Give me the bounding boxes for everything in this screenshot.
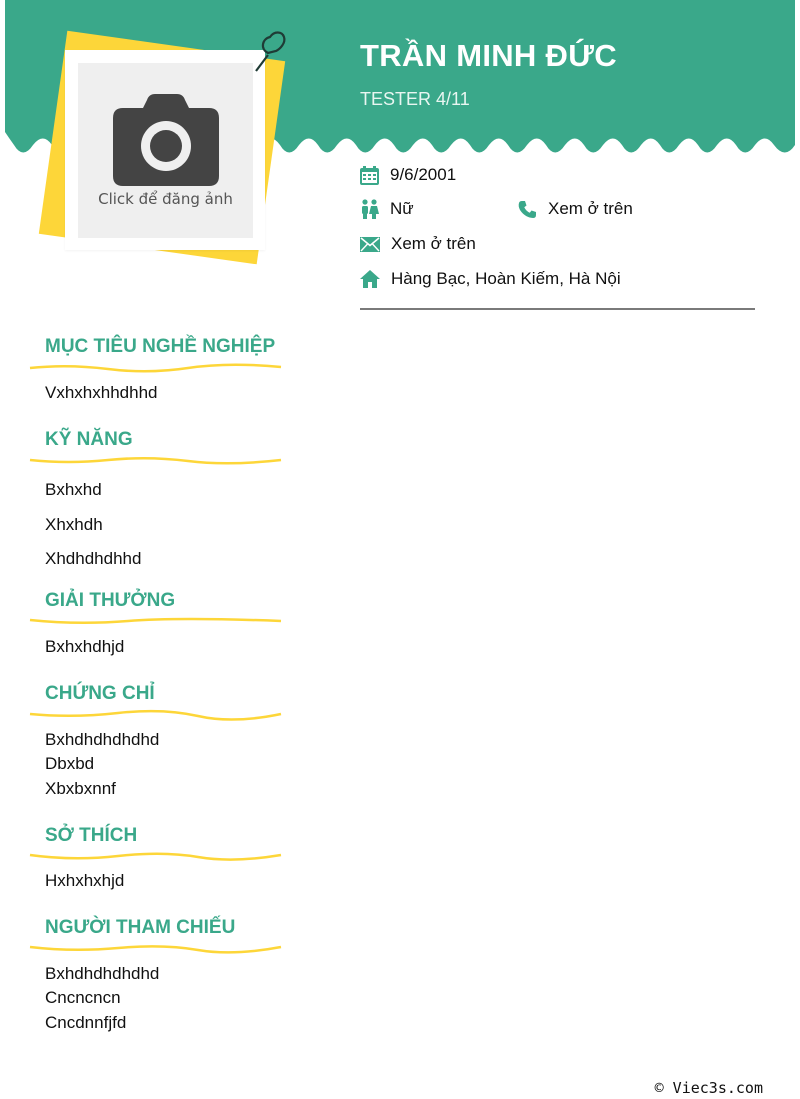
phone-row bbox=[518, 199, 633, 219]
gender-value: Nữ bbox=[390, 199, 414, 218]
reference-item: Cncdnnfjfd bbox=[45, 1013, 127, 1032]
hobbies-title: SỞ THÍCH bbox=[45, 825, 138, 846]
section-underline bbox=[28, 851, 283, 863]
phone-icon bbox=[518, 200, 537, 219]
calendar-icon bbox=[360, 166, 379, 185]
hobby-item: Hxhxhxhjd bbox=[45, 871, 125, 890]
section-underline bbox=[28, 943, 283, 955]
photo-caption: Click để đăng ảnh bbox=[98, 189, 233, 208]
skills-title: KỸ NĂNG bbox=[45, 429, 133, 450]
skill-item: Xhxhdh bbox=[45, 515, 103, 534]
birthday-row bbox=[360, 165, 456, 185]
birthday-value: 9/6/2001 bbox=[390, 165, 457, 184]
reference-item: Bxhdhdhdhdhd bbox=[45, 964, 160, 983]
address-value: Hàng Bạc, Hoàn Kiếm, Hà Nội bbox=[391, 269, 621, 288]
gender-row bbox=[360, 199, 414, 219]
camera-icon bbox=[113, 94, 219, 186]
skill-item: Xhdhdhdhhd bbox=[45, 549, 142, 568]
objective-title: MỤC TIÊU NGHỀ NGHIỆP bbox=[45, 336, 276, 357]
awards-title: GIẢI THƯỞNG bbox=[45, 590, 176, 611]
certificates-title: CHỨNG CHỈ bbox=[45, 683, 155, 704]
section-underline bbox=[28, 362, 283, 374]
email-icon bbox=[360, 237, 380, 252]
gender-icon bbox=[360, 199, 379, 219]
home-icon bbox=[360, 270, 380, 288]
certificate-item: Bxhdhdhdhdhd bbox=[45, 730, 160, 749]
candidate-position: TESTER 4/11 bbox=[360, 89, 470, 109]
phone-value: Xem ở trên bbox=[548, 199, 633, 218]
footer-copyright: © Viec3s.com bbox=[654, 1079, 763, 1097]
certificate-item: Xbxbxnnf bbox=[45, 779, 116, 798]
email-row bbox=[360, 234, 476, 254]
photo-frame bbox=[65, 50, 265, 250]
section-underline bbox=[28, 455, 283, 467]
email-value: Xem ở trên bbox=[391, 234, 476, 253]
award-item: Bxhxhdhjd bbox=[45, 637, 125, 656]
objective-item: Vxhxhxhhdhhd bbox=[45, 383, 158, 402]
certificate-item: Dbxbd bbox=[45, 754, 95, 773]
section-underline bbox=[28, 709, 283, 721]
candidate-name: TRẦN MINH ĐỨC bbox=[360, 38, 617, 73]
upload-photo-button[interactable] bbox=[78, 63, 253, 238]
address-row bbox=[360, 269, 621, 289]
reference-item: Cncncncn bbox=[45, 988, 121, 1007]
header-divider bbox=[360, 308, 755, 310]
references-title: NGƯỜI THAM CHIẾU bbox=[45, 917, 236, 938]
skill-item: Bxhxhd bbox=[45, 480, 102, 499]
pin-icon bbox=[252, 25, 292, 73]
photo-area bbox=[40, 25, 300, 275]
section-underline bbox=[28, 616, 283, 628]
